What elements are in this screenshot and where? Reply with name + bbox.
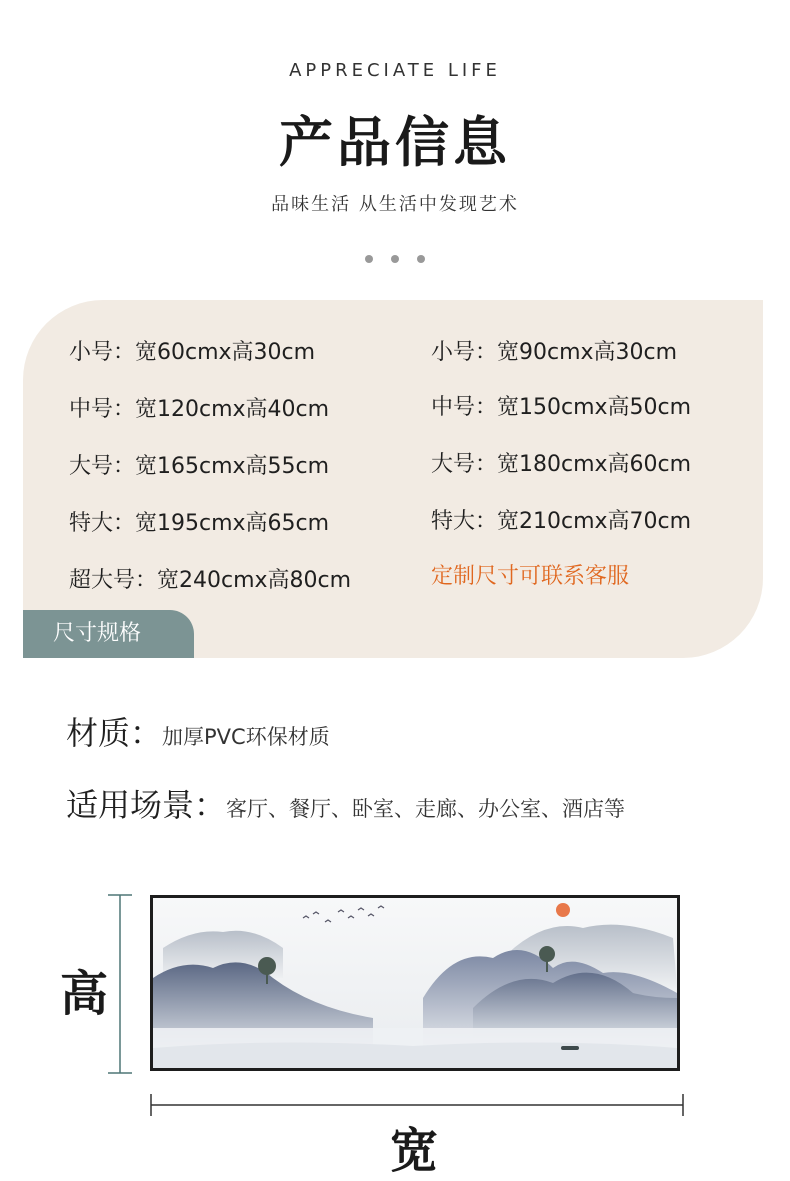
size-row-left: 小号：宽60cmx高30cm: [69, 340, 316, 365]
material-value: 加厚PVC环保材质: [162, 725, 330, 749]
size-spec-tag: 尺寸规格: [23, 610, 194, 658]
size-row-right: 小号：宽90cmx高30cm: [431, 340, 678, 365]
scene-value: 客厅、餐厅、卧室、走廊、办公室、酒店等: [226, 797, 626, 821]
material-spec: [66, 708, 330, 754]
page-title: 产品信息: [279, 111, 511, 174]
scene-label: 适用场景：: [66, 786, 227, 824]
size-row-right: 中号：宽150cmx高50cm: [431, 395, 692, 420]
dot: [365, 255, 373, 263]
landscape-painting: [150, 895, 680, 1071]
dot: [391, 255, 399, 263]
custom-size-note: 定制尺寸可联系客服: [431, 564, 630, 589]
scene-spec: [66, 780, 625, 826]
size-row-left: 超大号：宽240cmx高80cm: [69, 568, 352, 593]
dot: [417, 255, 425, 263]
material-label: 材质：: [66, 714, 163, 752]
size-panel: [23, 300, 763, 658]
size-row-right: 大号：宽180cmx高60cm: [431, 452, 692, 477]
width-label: 宽: [390, 1123, 439, 1179]
header-kicker: APPRECIATE LIFE: [289, 60, 501, 81]
size-row-left: 中号：宽120cmx高40cm: [69, 397, 330, 422]
size-row-left: 大号：宽165cmx高55cm: [69, 454, 330, 479]
landscape-illustration: [153, 898, 677, 1068]
size-row-left: 特大：宽195cmx高65cm: [69, 511, 330, 536]
height-label: 高: [60, 966, 109, 1022]
page-subtitle: 品味生活 从生活中发现艺术: [271, 194, 519, 215]
size-row-right: 特大：宽210cmx高70cm: [431, 509, 692, 534]
decorative-dots: [0, 255, 790, 263]
